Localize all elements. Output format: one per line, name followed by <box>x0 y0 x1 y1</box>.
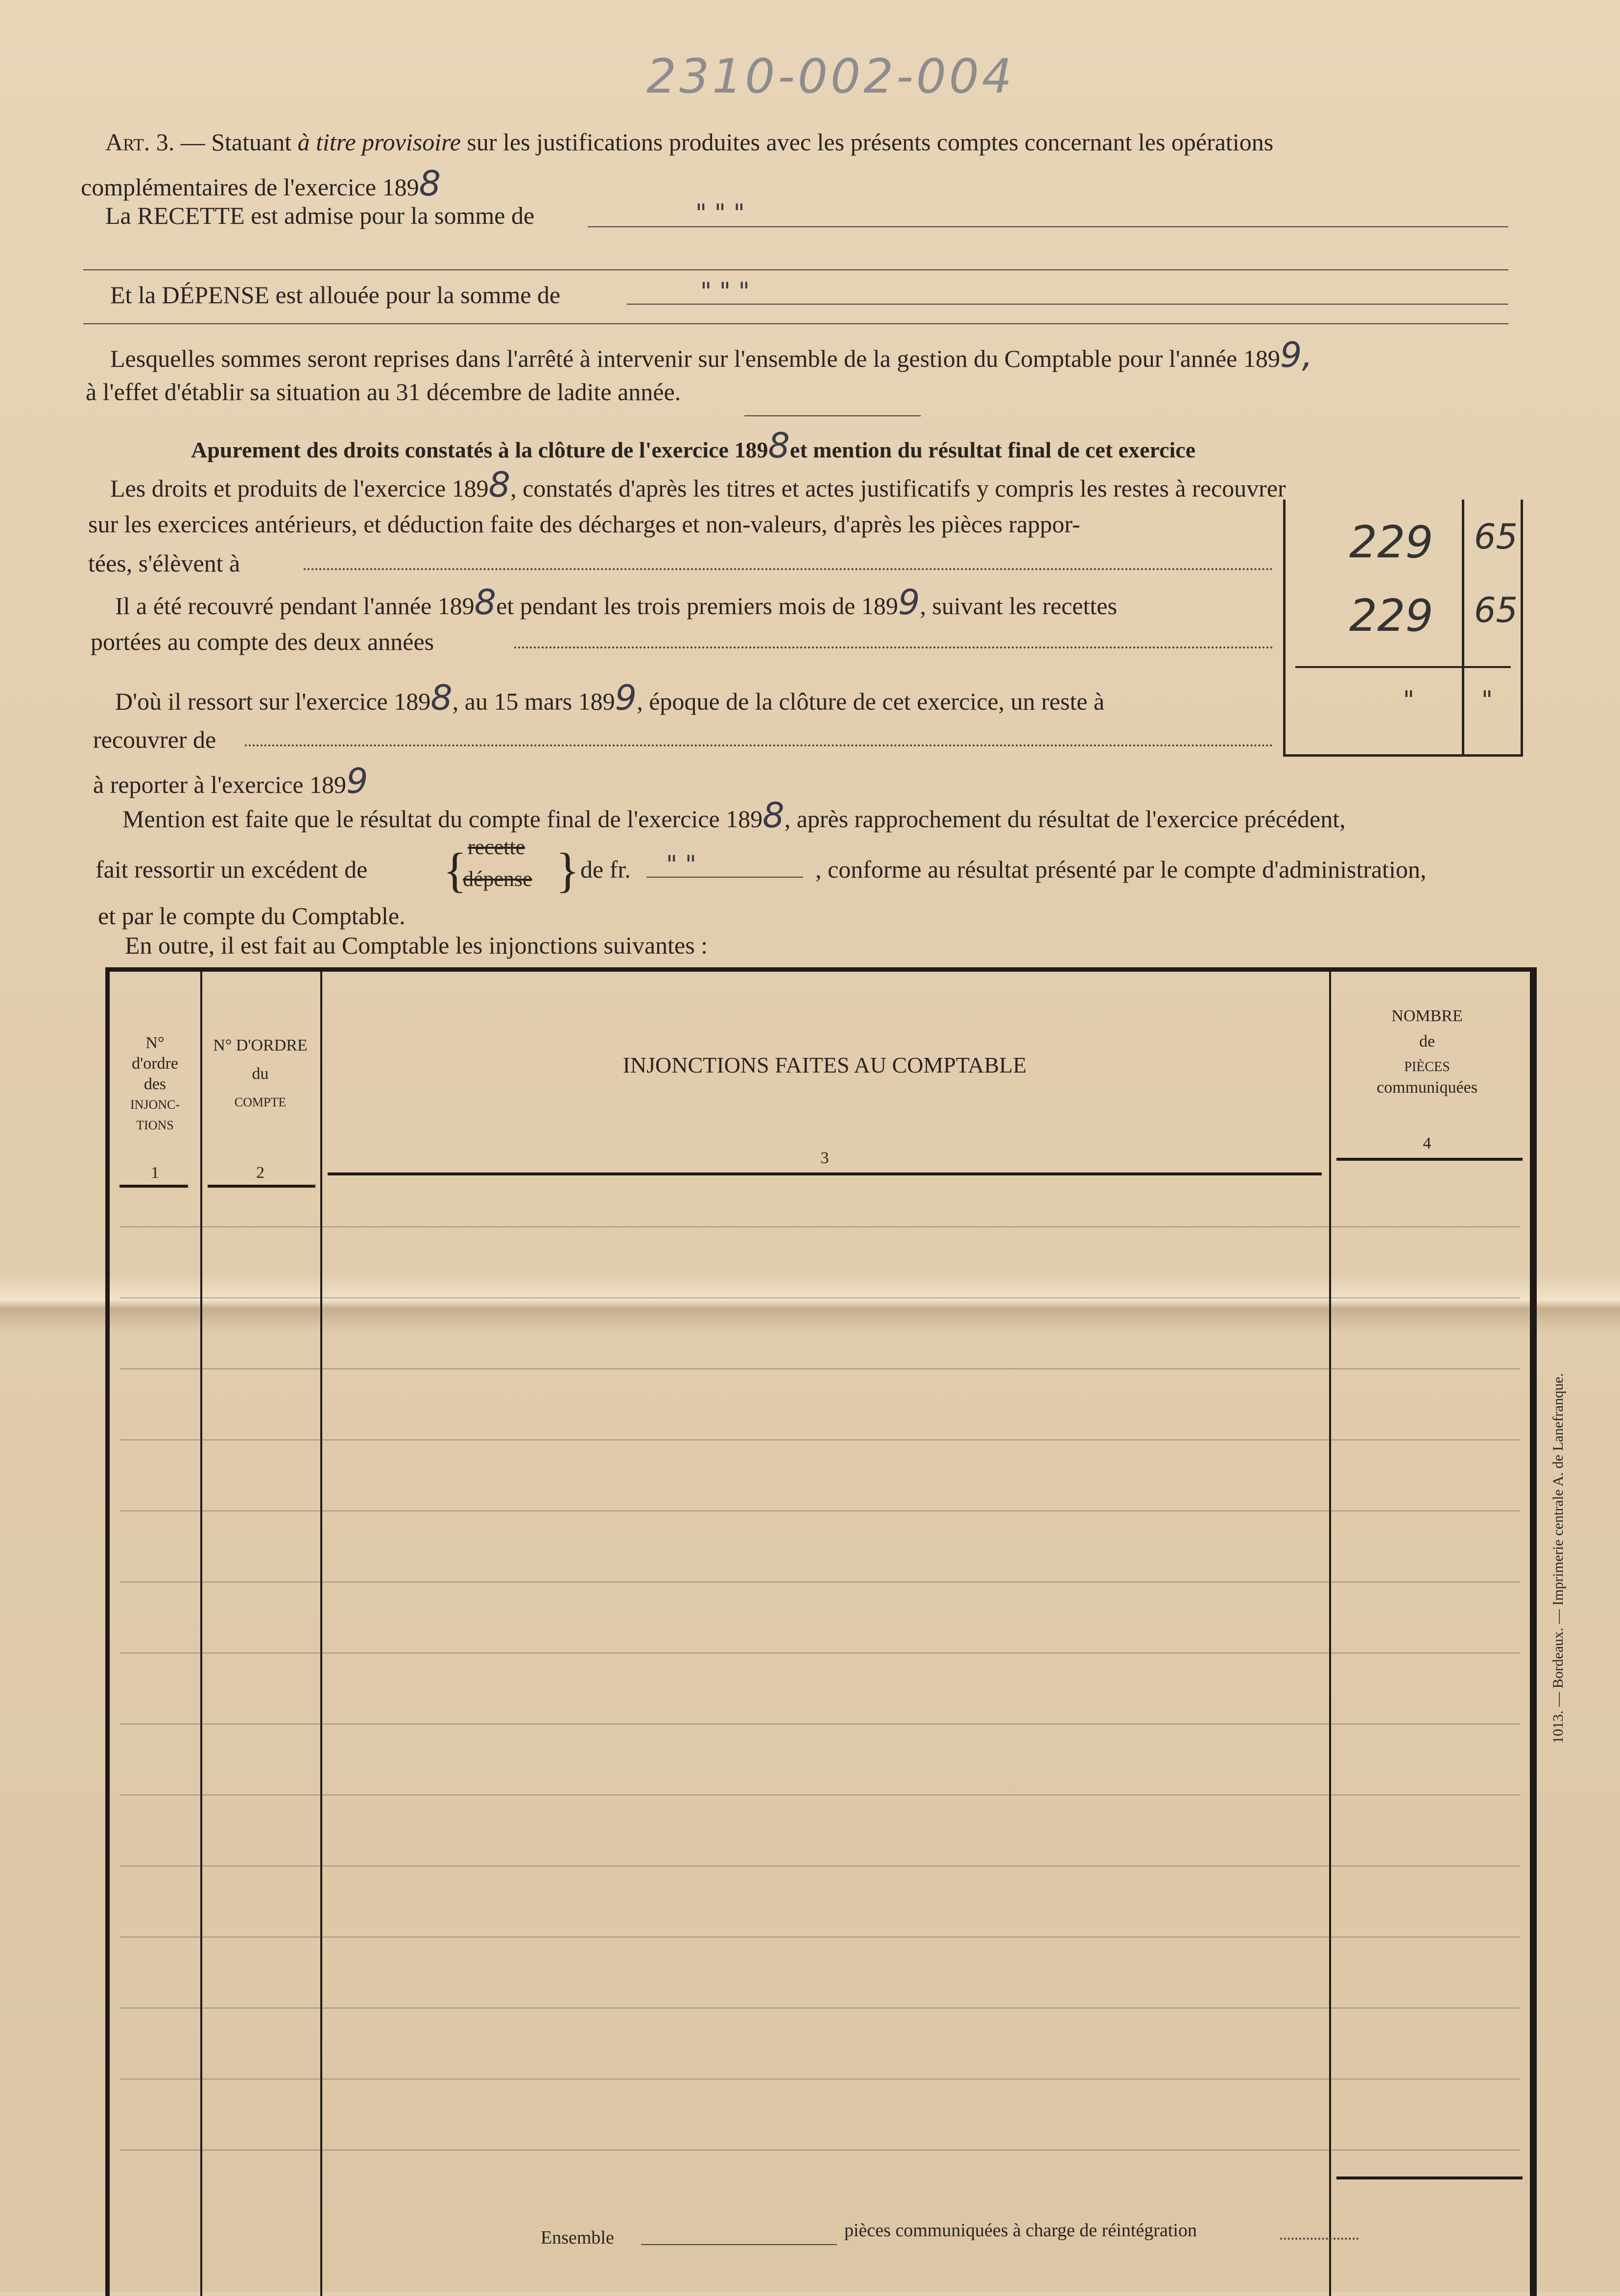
blank-line <box>83 269 1508 270</box>
mention-text-a: Mention est faite que le résultat du compte final de l'exercice 189 <box>122 805 763 833</box>
brace-recette: recette <box>468 835 525 859</box>
fait-hand: " " <box>666 850 696 879</box>
col1-h2: des <box>143 1075 167 1093</box>
lesquelles-line-2: à l'effet d'établir sa situation au 31 décembre de ladite année. <box>86 378 681 406</box>
apurement-title <box>191 426 1196 466</box>
recouvre-hand-2: 9 <box>898 582 920 622</box>
ressort-line-2: recouvrer de <box>93 726 216 753</box>
ressort-text-b: , au 15 mars 189 <box>452 688 615 715</box>
row-line <box>119 1794 1520 1795</box>
col1-number: 1 <box>151 1164 159 1182</box>
header-rule-4 <box>1336 1158 1523 1161</box>
droits-line-2: sur les exercices antérieurs, et déduction faite des décharges et non-valeurs, d'après les pièces rappor- <box>88 510 1080 538</box>
col4-header <box>1329 1006 1525 1098</box>
recouvre-text-b: et pendant les trois premiers mois de 189 <box>496 592 898 620</box>
row-line <box>119 2150 1520 2151</box>
ressort-hand: 8 <box>430 678 453 718</box>
art-text-b: sur les justifications produites avec les présents comptes concernant les opérations <box>467 128 1274 156</box>
col3-number: 3 <box>820 1149 829 1167</box>
reporter-text: à reporter à l'exercice 189 <box>93 771 347 798</box>
droits-text-b: , constatés d'après les titres et actes justificatifs y compris les restes à recouvrer <box>510 475 1286 502</box>
droits-hand: 8 <box>488 465 511 505</box>
lesquelles-text-1: Lesquelles sommes seront reprises dans l'arrêté à intervenir sur l'ensemble de la gestion du Comptable pour l'année 189 <box>110 345 1280 372</box>
depense-hand: " " " <box>700 277 750 306</box>
amounts-mid-rule <box>1295 666 1511 668</box>
row-line <box>119 1439 1520 1440</box>
droits-line-3: tées, s'élèvent à <box>88 550 240 577</box>
droits-text-a: Les droits et produits de l'exercice 189 <box>110 475 489 502</box>
amount-row1-francs: 229 <box>1349 517 1433 568</box>
art-text-a: Statuant <box>211 128 292 156</box>
row-line <box>119 1723 1520 1724</box>
ressort-text-c: , époque de la clôture de cet exercice, un reste à <box>637 688 1105 715</box>
col4-h0: NOMBRE <box>1391 1007 1463 1025</box>
recouvre-text-c: , suivant les recettes <box>920 592 1118 620</box>
article-line-1 <box>105 127 1273 157</box>
art-label: Art. 3. — <box>105 128 205 156</box>
fait-text-c: , conforme au résultat présenté par le compte d'administration, <box>815 856 1427 883</box>
col2-number: 2 <box>256 1164 264 1182</box>
col2-h0: N° D'ORDRE <box>213 1036 308 1054</box>
row-line <box>119 2008 1520 2009</box>
printer-note: 1013. — Bordeaux. — Imprimerie centrale A. de Lanefranque. <box>1550 1373 1566 1744</box>
depense-line <box>110 280 560 310</box>
amount-row2-francs: 229 <box>1349 590 1433 642</box>
col-line-3 <box>1329 972 1331 2296</box>
brace-right: } <box>556 843 579 897</box>
ressort-hand-2: 9 <box>615 678 637 718</box>
col1-h1: d'ordre <box>132 1054 178 1073</box>
ensemble-dots <box>1280 2238 1358 2240</box>
separator-rule <box>744 415 921 416</box>
col2-h2: COMPTE <box>234 1095 286 1109</box>
col1-h3: INJONC- <box>130 1098 180 1112</box>
article-line-2 <box>81 164 441 204</box>
mention-text-b: , après rapprochement du résultat de l'exercice précédent, <box>784 805 1346 833</box>
fait-ressortir-line <box>95 855 367 884</box>
brace-left: { <box>443 843 467 897</box>
dots-leader-3 <box>245 744 1273 746</box>
row-line <box>119 1297 1520 1298</box>
mention-hand: 8 <box>762 795 785 836</box>
header-rule-3 <box>328 1172 1322 1175</box>
apurement-title-b: et mention du résultat final de cet exercice <box>789 437 1196 462</box>
col4-h3: communiquées <box>1377 1078 1477 1097</box>
injonctions-table <box>105 967 1537 2296</box>
row-line <box>119 1652 1520 1653</box>
row-line <box>119 1368 1520 1369</box>
amount-row3-francs: " <box>1403 686 1414 714</box>
article-line-2-text: complémentaires de l'exercice 189 <box>81 173 419 201</box>
en-outre-line: En outre, il est fait au Comptable les injonctions suivantes : <box>125 932 708 959</box>
apurement-title-hand: 8 <box>768 426 790 466</box>
dots-leader-1 <box>304 568 1273 570</box>
brace-depense: dépense <box>463 867 532 891</box>
dots-leader-2 <box>514 646 1273 648</box>
recette-text: La RECETTE est admise pour la somme de <box>105 202 535 229</box>
header-rule-1 <box>119 1185 188 1188</box>
hand-year-8: 8 <box>419 164 441 204</box>
col4-h2: PIÈCES <box>1404 1059 1450 1075</box>
col-line-2 <box>320 972 322 2296</box>
recouvre-text-a: Il a été recouvré pendant l'année 189 <box>115 592 475 620</box>
ensemble-fill <box>641 2244 837 2245</box>
droits-line-1 <box>110 465 1286 505</box>
recette-hand: " " " <box>695 199 745 227</box>
hand-year-9: 9, <box>1280 335 1313 375</box>
depense-fill-line <box>627 304 1508 305</box>
archive-reference: 2310-002-004 <box>646 49 1015 104</box>
row-line <box>119 1581 1520 1582</box>
ressort-text-a: D'où il ressort sur l'exercice 189 <box>115 688 431 715</box>
amount-row1-cents: 65 <box>1474 517 1518 557</box>
reporter-hand: 9 <box>346 761 368 801</box>
fait-text-a: fait ressortir un excédent de <box>95 856 368 883</box>
col3-header: INJONCTIONS FAITES AU COMPTABLE <box>622 1052 1027 1077</box>
amounts-box <box>1283 500 1523 757</box>
ensemble-label: Ensemble <box>541 2227 614 2248</box>
row-line <box>119 1226 1520 1227</box>
col4-number: 4 <box>1423 1134 1431 1152</box>
col1-h4: TIONS <box>136 1118 174 1132</box>
row-line <box>119 1510 1520 1511</box>
row-line <box>119 2079 1520 2080</box>
blank-line-2 <box>83 323 1508 324</box>
ressort-line-1 <box>115 678 1105 718</box>
mention-line <box>122 795 1346 836</box>
recouvre-line-1 <box>115 582 1118 622</box>
amount-row3-cents: " <box>1481 686 1493 714</box>
lesquelles-line-1 <box>110 335 1313 375</box>
total-rule <box>1336 2176 1523 2179</box>
amount-row2-cents: 65 <box>1474 590 1518 630</box>
col4-h1: de <box>1419 1032 1435 1051</box>
recouvre-line-2: portées au compte des deux années <box>91 628 434 655</box>
header-rule-2 <box>208 1185 315 1188</box>
ensemble-text: pièces communiquées à charge de réintégration <box>844 2220 1197 2241</box>
depense-text: Et la DÉPENSE est allouée pour la somme de <box>110 281 561 309</box>
col2-header <box>200 1035 320 1113</box>
art-italic: à titre provisoire <box>297 128 461 156</box>
apurement-title-a: Apurement des droits constatés à la clôture de l'exercice 189 <box>191 437 768 462</box>
col1-header <box>110 1033 200 1136</box>
et-par-line: et par le compte du Comptable. <box>98 902 405 930</box>
col2-h1: du <box>252 1065 269 1083</box>
recouvre-hand: 8 <box>474 582 497 622</box>
reporter-line <box>93 761 368 801</box>
recette-line <box>105 201 534 230</box>
amounts-separator <box>1462 500 1464 754</box>
col1-h0: N° <box>145 1034 165 1052</box>
fait-de-fr: de fr. <box>580 856 631 883</box>
